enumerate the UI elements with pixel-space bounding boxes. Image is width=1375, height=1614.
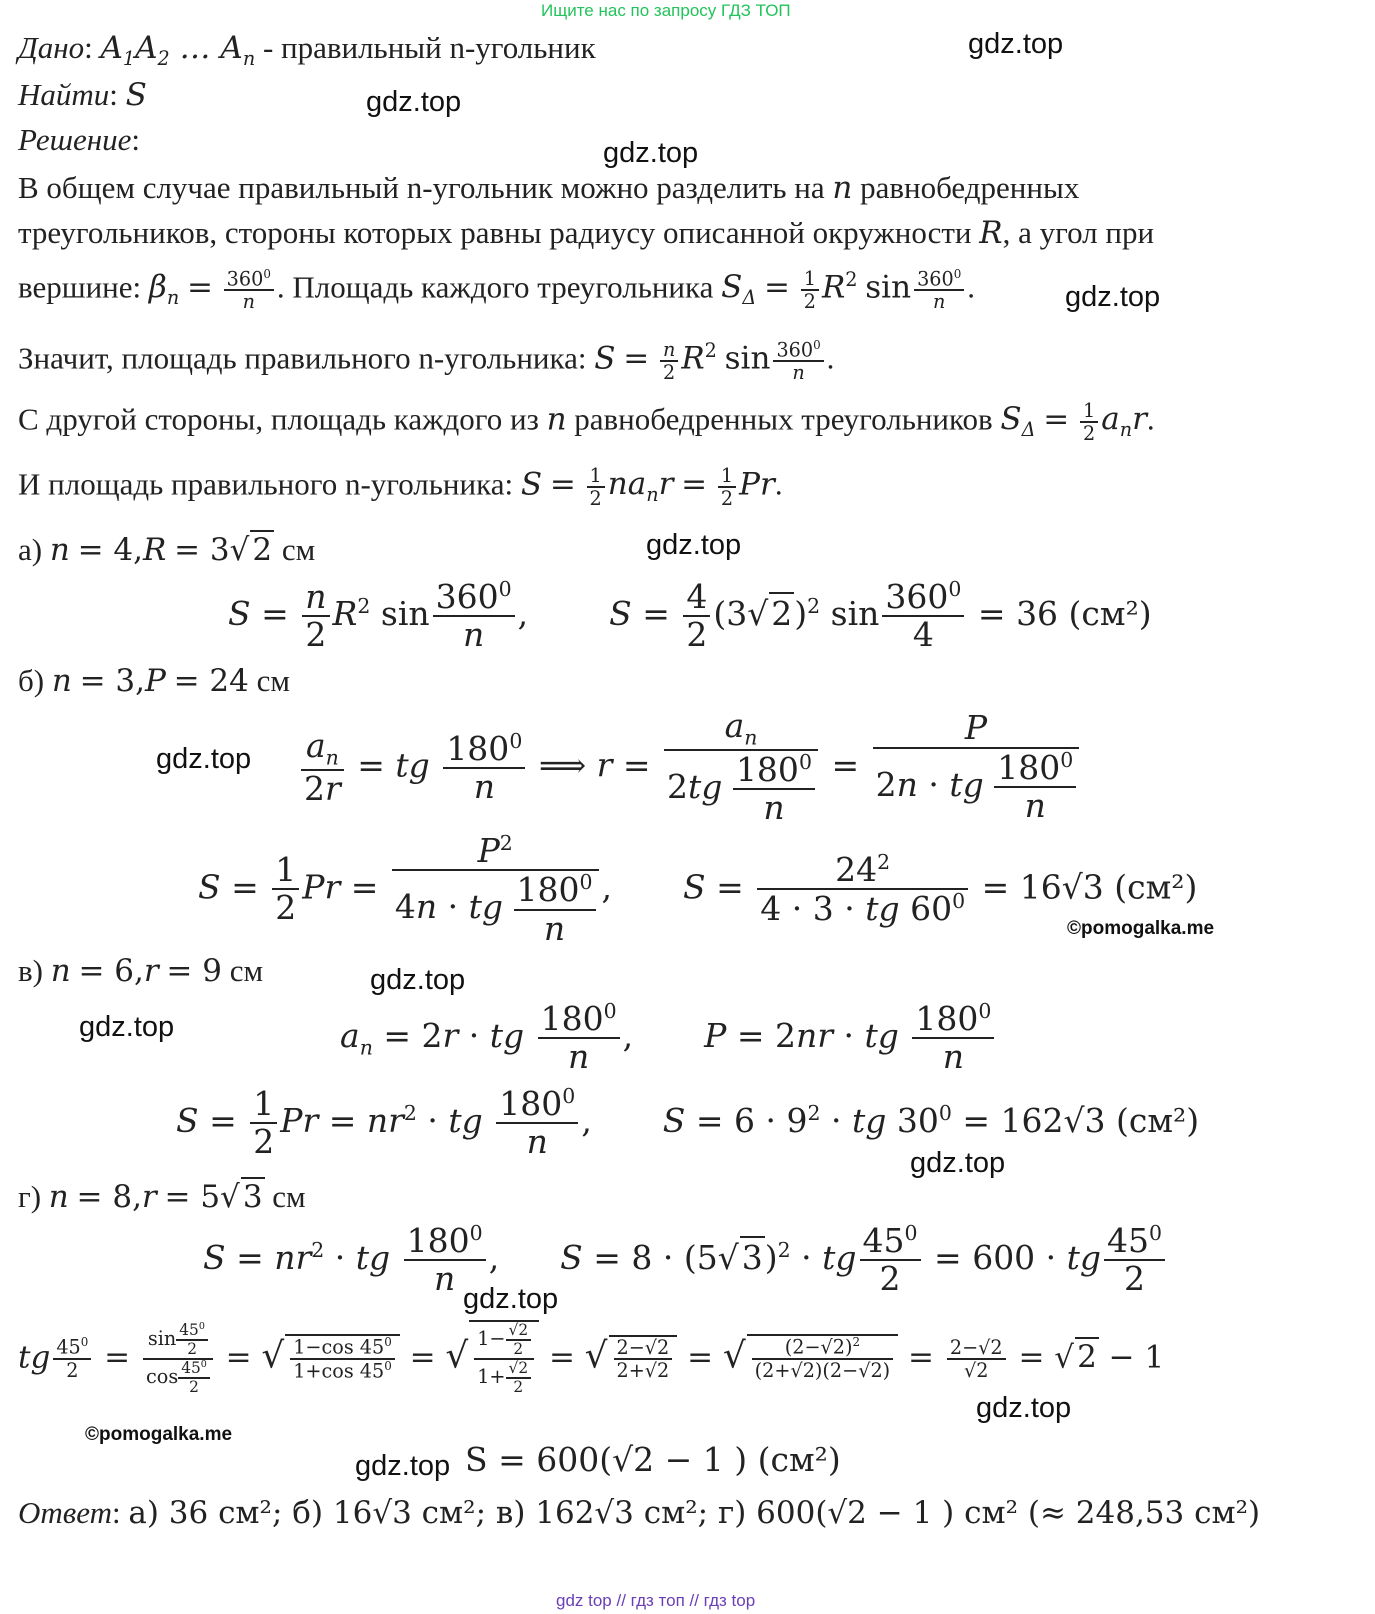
- watermark-gdz: gdz.top: [355, 1450, 451, 1482]
- watermark-gdz: gdz.top: [370, 964, 466, 996]
- watermark-pomogalka: ©pomogalka.me: [1067, 918, 1215, 939]
- answer-label: Ответ: [18, 1495, 112, 1530]
- part-g-result: S = 600(√2 − 1 ) (см²): [465, 1440, 841, 1479]
- find-line: Найти: S: [18, 77, 147, 113]
- watermark-gdz: gdz.top: [1065, 281, 1161, 313]
- watermark-gdz: gdz.top: [156, 743, 252, 775]
- part-b-formula-s: S = $\frac{1}{2}$ Pr = $P^2$ 4n · tg $\frac{180^0}{n}$ , S = $\frac{24^2}{4 \cdot 3 \cdot tg 60^0}$ = 16√3 (см²): [198, 831, 1198, 948]
- and-line: И площадь правильного n-угольника: S = $\frac{1}{2}$ $na_nr$ = $\frac{1}{2}$ Pr.: [18, 464, 783, 511]
- part-a-result: 36 (см²): [1016, 593, 1152, 633]
- find-label: Найти: [18, 77, 110, 112]
- thus-line: Значит, площадь правильного n-угольника: S = $\frac{n}{2}$ $R^2$ sin $\frac{360^0}{n}$ .: [18, 337, 835, 385]
- part-g-condition: г) n = 8,r = 5√3 см: [18, 1179, 306, 1215]
- watermark-gdz: gdz.top: [910, 1147, 1006, 1179]
- part-b-formula-r: $\frac{a_n}{2r}$ = tg $\frac{180^0}{n}$ ⟹ r = $a_n$ 2tg $\frac{180^0}{n}$ = P 2n · tg $\frac{180^0}{n}$: [298, 708, 1082, 827]
- answer-line: Ответ: а) 36 см²; б) 16√3 см²; в) 162√3 см²; г) 600(√2 − 1 ) см² (≈ 248,53 см²): [18, 1495, 1261, 1531]
- watermark-gdz: gdz.top: [968, 28, 1064, 60]
- fraction-360-n: $\frac{360^0}{n}$: [224, 268, 274, 313]
- watermark-gdz: gdz.top: [79, 1011, 175, 1043]
- top-banner: Ищите нас по запросу ГДЗ ТОП: [541, 1, 791, 20]
- given-text: - правильный n-угольник: [262, 30, 596, 65]
- watermark-gdz: gdz.top: [603, 137, 699, 169]
- answer-text: а) 36 см²; б) 16√3 см²; в) 162√3 см²; г) 600(√2 − 1 ) см² (≈ 248,53 см²): [128, 1495, 1261, 1531]
- part-v-condition: в) n = 6,r = 9 см: [18, 953, 264, 989]
- part-b-condition: б) n = 3,P = 24 см: [18, 663, 291, 699]
- watermark-pomogalka: ©pomogalka.me: [85, 1424, 233, 1445]
- solution-heading: Решение:: [18, 122, 140, 157]
- part-g-formula-s: $S = nr^2$ · tg $\frac{180^0}{n}$ , $S = 8 \cdot (5√3)^2$ · tg $\frac{45^0}{2}$ = 600 · tg $\frac{45^0}{2}$: [203, 1222, 1168, 1298]
- para1-line3: вершине: $\beta_n$ = $\frac{360^0}{n}$ . Площадь каждого треугольника $S_\Delta$ = $\frac{1}{2}$ $R^2$ sin $\frac{360^0}{n}$ .: [18, 266, 976, 314]
- watermark-gdz: gdz.top: [646, 529, 742, 561]
- watermark-gdz: gdz.top: [976, 1392, 1072, 1424]
- part-a-formulas: S = $\frac{n}{2}$ $R^2$ sin $\frac{360^0}{n}$ , S = $\frac{4}{2}$ $(3√2)^2$ sin $\frac{360^0}{4}$ = 36 (см²): [228, 576, 1152, 655]
- find-value: S: [125, 77, 147, 113]
- part-v-formulas-a-p: $a_n = 2r$ · tg $\frac{180^0}{n}$ , P = 2nr · tg $\frac{180^0}{n}$: [340, 1000, 997, 1076]
- bottom-banner: gdz top // гдз топ // гдз top: [556, 1591, 756, 1610]
- watermark-gdz: gdz.top: [463, 1283, 559, 1315]
- other-side-line: С другой стороны, площадь каждого из n равнобедренных треугольников $S_\Delta$ = $\frac{1}{2}$ $a_nr$.: [18, 399, 1155, 446]
- solution-label: Решение: [18, 122, 132, 157]
- given-line: Дано: $A_1A_2$ … $A_n$ - правильный n-угольник: [18, 30, 596, 71]
- tg-half-angle-derivation: tg $\frac{45^0}{2}$ = sin $\frac{45^0}{2}$ cos $\frac{45^0}{2}$ = √ $\frac{1-\cos 45^0}{1+\cos 45^0}$ = √ 1− $\frac{√2}{2}$ 1+ $\frac{√2}{2}$ = √ $\frac{2-√2}{2+√2}$ = √ $\frac{(2-√2)^2}{(2+√2)(2-√2)}$ = $\frac{2-√2}{√2}$ = √2 − 1: [18, 1320, 1165, 1396]
- part-v-result: 162√3 (см²): [1000, 1100, 1200, 1140]
- para1-line1: В общем случае правильный n-угольник можно разделить на n равнобедренных: [18, 170, 1080, 206]
- para1-line2: треугольников, стороны которых равны радиусу описанной окружности R, а угол при: [18, 215, 1155, 251]
- part-b-result: 16√3 (см²): [1019, 867, 1198, 907]
- given-label: Дано: [18, 30, 85, 65]
- watermark-gdz: gdz.top: [366, 86, 462, 118]
- part-a-condition: а) n = 4,R = 3√2 см: [18, 532, 316, 568]
- part-v-formula-s: S = $\frac{1}{2}$ $Pr = nr^2$ · tg $\frac{180^0}{n}$ , $S = 6 \cdot 9^2$ · tg $30^0 = 162√3$ (см²): [176, 1083, 1200, 1162]
